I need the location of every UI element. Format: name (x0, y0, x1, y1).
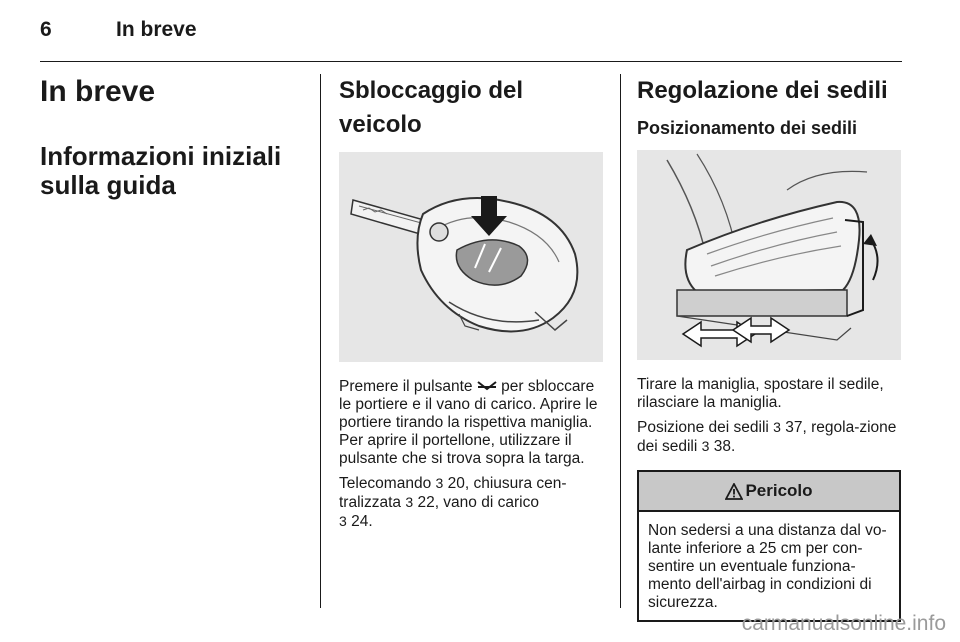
header-rule (40, 61, 902, 62)
page-header (40, 18, 902, 48)
watermark: carmanualsonline.info (741, 612, 946, 635)
ref-seat-position-page[interactable]: 37, regola-zione dei sedili (637, 419, 897, 455)
page-number: 6 (40, 18, 52, 41)
page-ref-icon: 3 (405, 494, 414, 510)
unlock-button-icon (477, 379, 497, 393)
page-ref-icon: 3 (773, 419, 781, 435)
warning-box (637, 470, 901, 622)
unlock-text-before: Premere il pulsante (339, 378, 473, 395)
chapter-title: In breve (40, 75, 156, 108)
ref-cargo-page[interactable]: 24. (351, 513, 373, 530)
running-title: In breve (116, 18, 197, 41)
seat-adjust-illustration (637, 150, 901, 360)
remote-key-illustration (339, 152, 603, 362)
column-intro (40, 74, 312, 200)
warning-text: Non sedersi a una distanza dal vo-lante inferiore a 25 cm per con-sentire un eventuale funziona-mento dell'airbag in condizioni di sicurezza. (648, 522, 887, 611)
unlock-paragraph (339, 378, 603, 468)
column-seats (637, 74, 901, 622)
ref-central-lock-page[interactable]: 22, vano di carico (417, 494, 539, 511)
page-ref-icon: 3 (701, 438, 710, 454)
page-ref-icon: 3 (339, 513, 347, 529)
chapter-subtitle: Informazioni iniziali sulla guida (40, 141, 282, 200)
column-divider-2 (620, 74, 621, 608)
subsection-seat-position: Posizionamento dei sedili (637, 118, 858, 138)
page-ref-icon: 3 (435, 475, 444, 491)
warning-title: Pericolo (745, 481, 813, 500)
warning-header (639, 472, 899, 512)
seat-paragraph: Tirare la maniglia, spostare il sedile, rilasciare la maniglia. (637, 376, 884, 411)
unlock-text-after: per sbloccare le portiere e il vano di carico. Aprire le portiere tirando la rispettiva maniglia. Per aprire il portellone, utilizzare il pulsante che si trova sopra la targa. (339, 378, 598, 467)
remote-key-figure (339, 152, 603, 362)
column-unlock (339, 74, 603, 531)
ref-seat-adjust-page[interactable]: 38. (713, 438, 736, 455)
ref-label-seat-position: Posizione dei sedili (637, 419, 769, 436)
seat-references (637, 418, 901, 456)
section-title-unlock: Sbloccaggio del veicolo (339, 77, 524, 138)
ref-remote-page[interactable]: 20, chiusura cen-tralizzata (339, 475, 567, 511)
ref-label-remote: Telecomando (339, 475, 432, 492)
unlock-references (339, 474, 603, 531)
seat-figure (637, 150, 901, 360)
section-title-seats: Regolazione dei sedili (637, 77, 888, 104)
warning-triangle-icon (725, 483, 743, 500)
warning-body (639, 512, 899, 620)
column-divider-1 (320, 74, 321, 608)
